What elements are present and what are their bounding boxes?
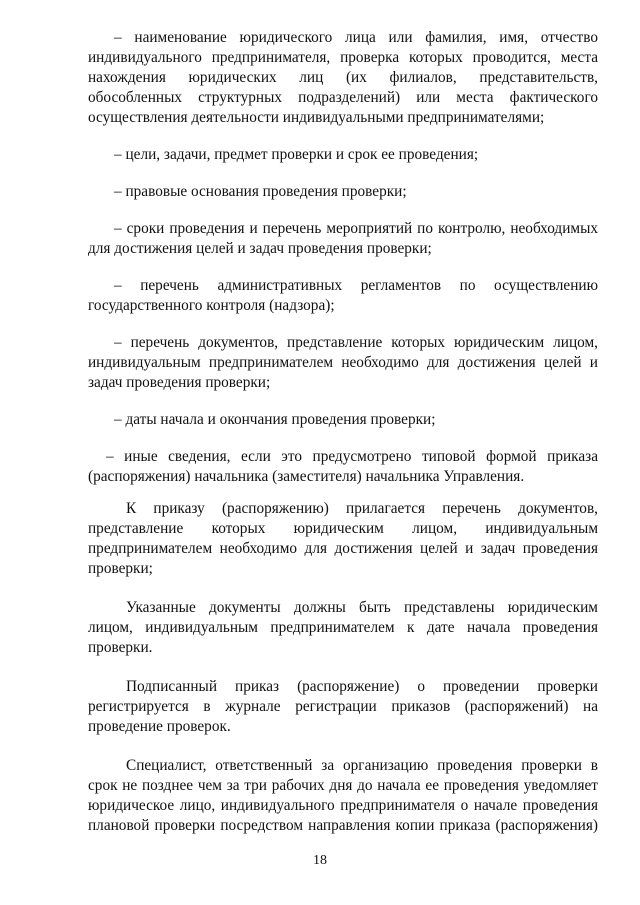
paragraph-documents-list — [88, 333, 598, 393]
text-line: задач проведения проверки; — [88, 374, 271, 391]
paragraph-admin-regulations — [88, 276, 598, 316]
text-line: – иные сведения, если это предусмотрено типовой формой приказа — [106, 448, 598, 465]
paragraph-legal-grounds — [88, 182, 598, 202]
text-line: – цели, задачи, предмет проверки и срок ее проведения; — [114, 146, 479, 163]
paragraph-other-info — [88, 447, 598, 487]
text-line: нахождения юридических лиц (их филиалов, представительств, — [88, 69, 598, 86]
text-line: осуществления деятельности индивидуальными предпринимателями; — [88, 109, 545, 126]
text-line: представление которых юридическим лицом, индивидуальным — [88, 520, 598, 537]
text-line: юридическое лицо, индивидуального предпринимателя о начале проведения — [88, 797, 598, 814]
text-line: предпринимателем необходимо для достижения целей и задач проведения — [88, 540, 598, 557]
text-line: – правовые основания проведения проверки; — [114, 183, 407, 200]
text-line: регистрируется в журнале регистрации приказов (распоряжений) на — [88, 698, 598, 715]
page-number: 18 — [313, 853, 327, 868]
text-line: К приказу (распоряжению) прилагается перечень документов, — [126, 500, 598, 517]
text-line: – перечень документов, представление которых юридическим лицом, — [114, 334, 598, 351]
text-line: проведение проверок. — [88, 718, 231, 735]
paragraph-goals — [88, 145, 598, 165]
text-line: для достижения целей и задач проведения проверки; — [88, 240, 432, 257]
text-line: индивидуальным предпринимателем необходимо для достижения целей и — [88, 354, 598, 371]
paragraph-documents-submission — [88, 598, 598, 658]
text-line: (распоряжения) начальника (заместителя) начальника Управления. — [88, 468, 525, 485]
text-line: Подписанный приказ (распоряжение) о проведении проверки — [126, 678, 598, 695]
text-line: – даты начала и окончания проведения проверки; — [114, 411, 436, 428]
text-line: обособленных структурных подразделений) или места фактического — [88, 89, 598, 106]
text-line: Специалист, ответственный за организацию проведения проверки в — [126, 757, 598, 774]
text-line: индивидуального предпринимателя, проверка которых проводится, места — [88, 49, 598, 66]
text-line: – сроки проведения и перечень мероприятий по контролю, необходимых — [114, 220, 598, 237]
paragraph-dates — [88, 410, 598, 430]
text-line: государственного контроля (надзора); — [88, 297, 335, 314]
text-line: – наименование юридического лица или фамилия, имя, отчество — [114, 29, 598, 46]
paragraph-inspected-entity-name — [88, 28, 598, 128]
text-line: проверки; — [88, 560, 153, 577]
text-line: срок не позднее чем за три рабочих дня до начала ее проведения уведомляет — [88, 777, 598, 794]
paragraph-attached-documents — [88, 499, 598, 579]
text-line: лицом, индивидуальным предпринимателем к дате начала проведения — [88, 619, 598, 636]
document-page — [88, 28, 598, 836]
text-line: плановой проверки посредством направления копии приказа (распоряжения) — [88, 817, 598, 834]
paragraph-order-registration — [88, 677, 598, 737]
paragraph-terms-and-measures — [88, 219, 598, 259]
text-line: – перечень административных регламентов по осуществлению — [114, 277, 598, 294]
paragraph-notification — [88, 756, 598, 836]
text-line: проверки. — [88, 639, 153, 656]
text-line: Указанные документы должны быть представлены юридическим — [126, 599, 598, 616]
